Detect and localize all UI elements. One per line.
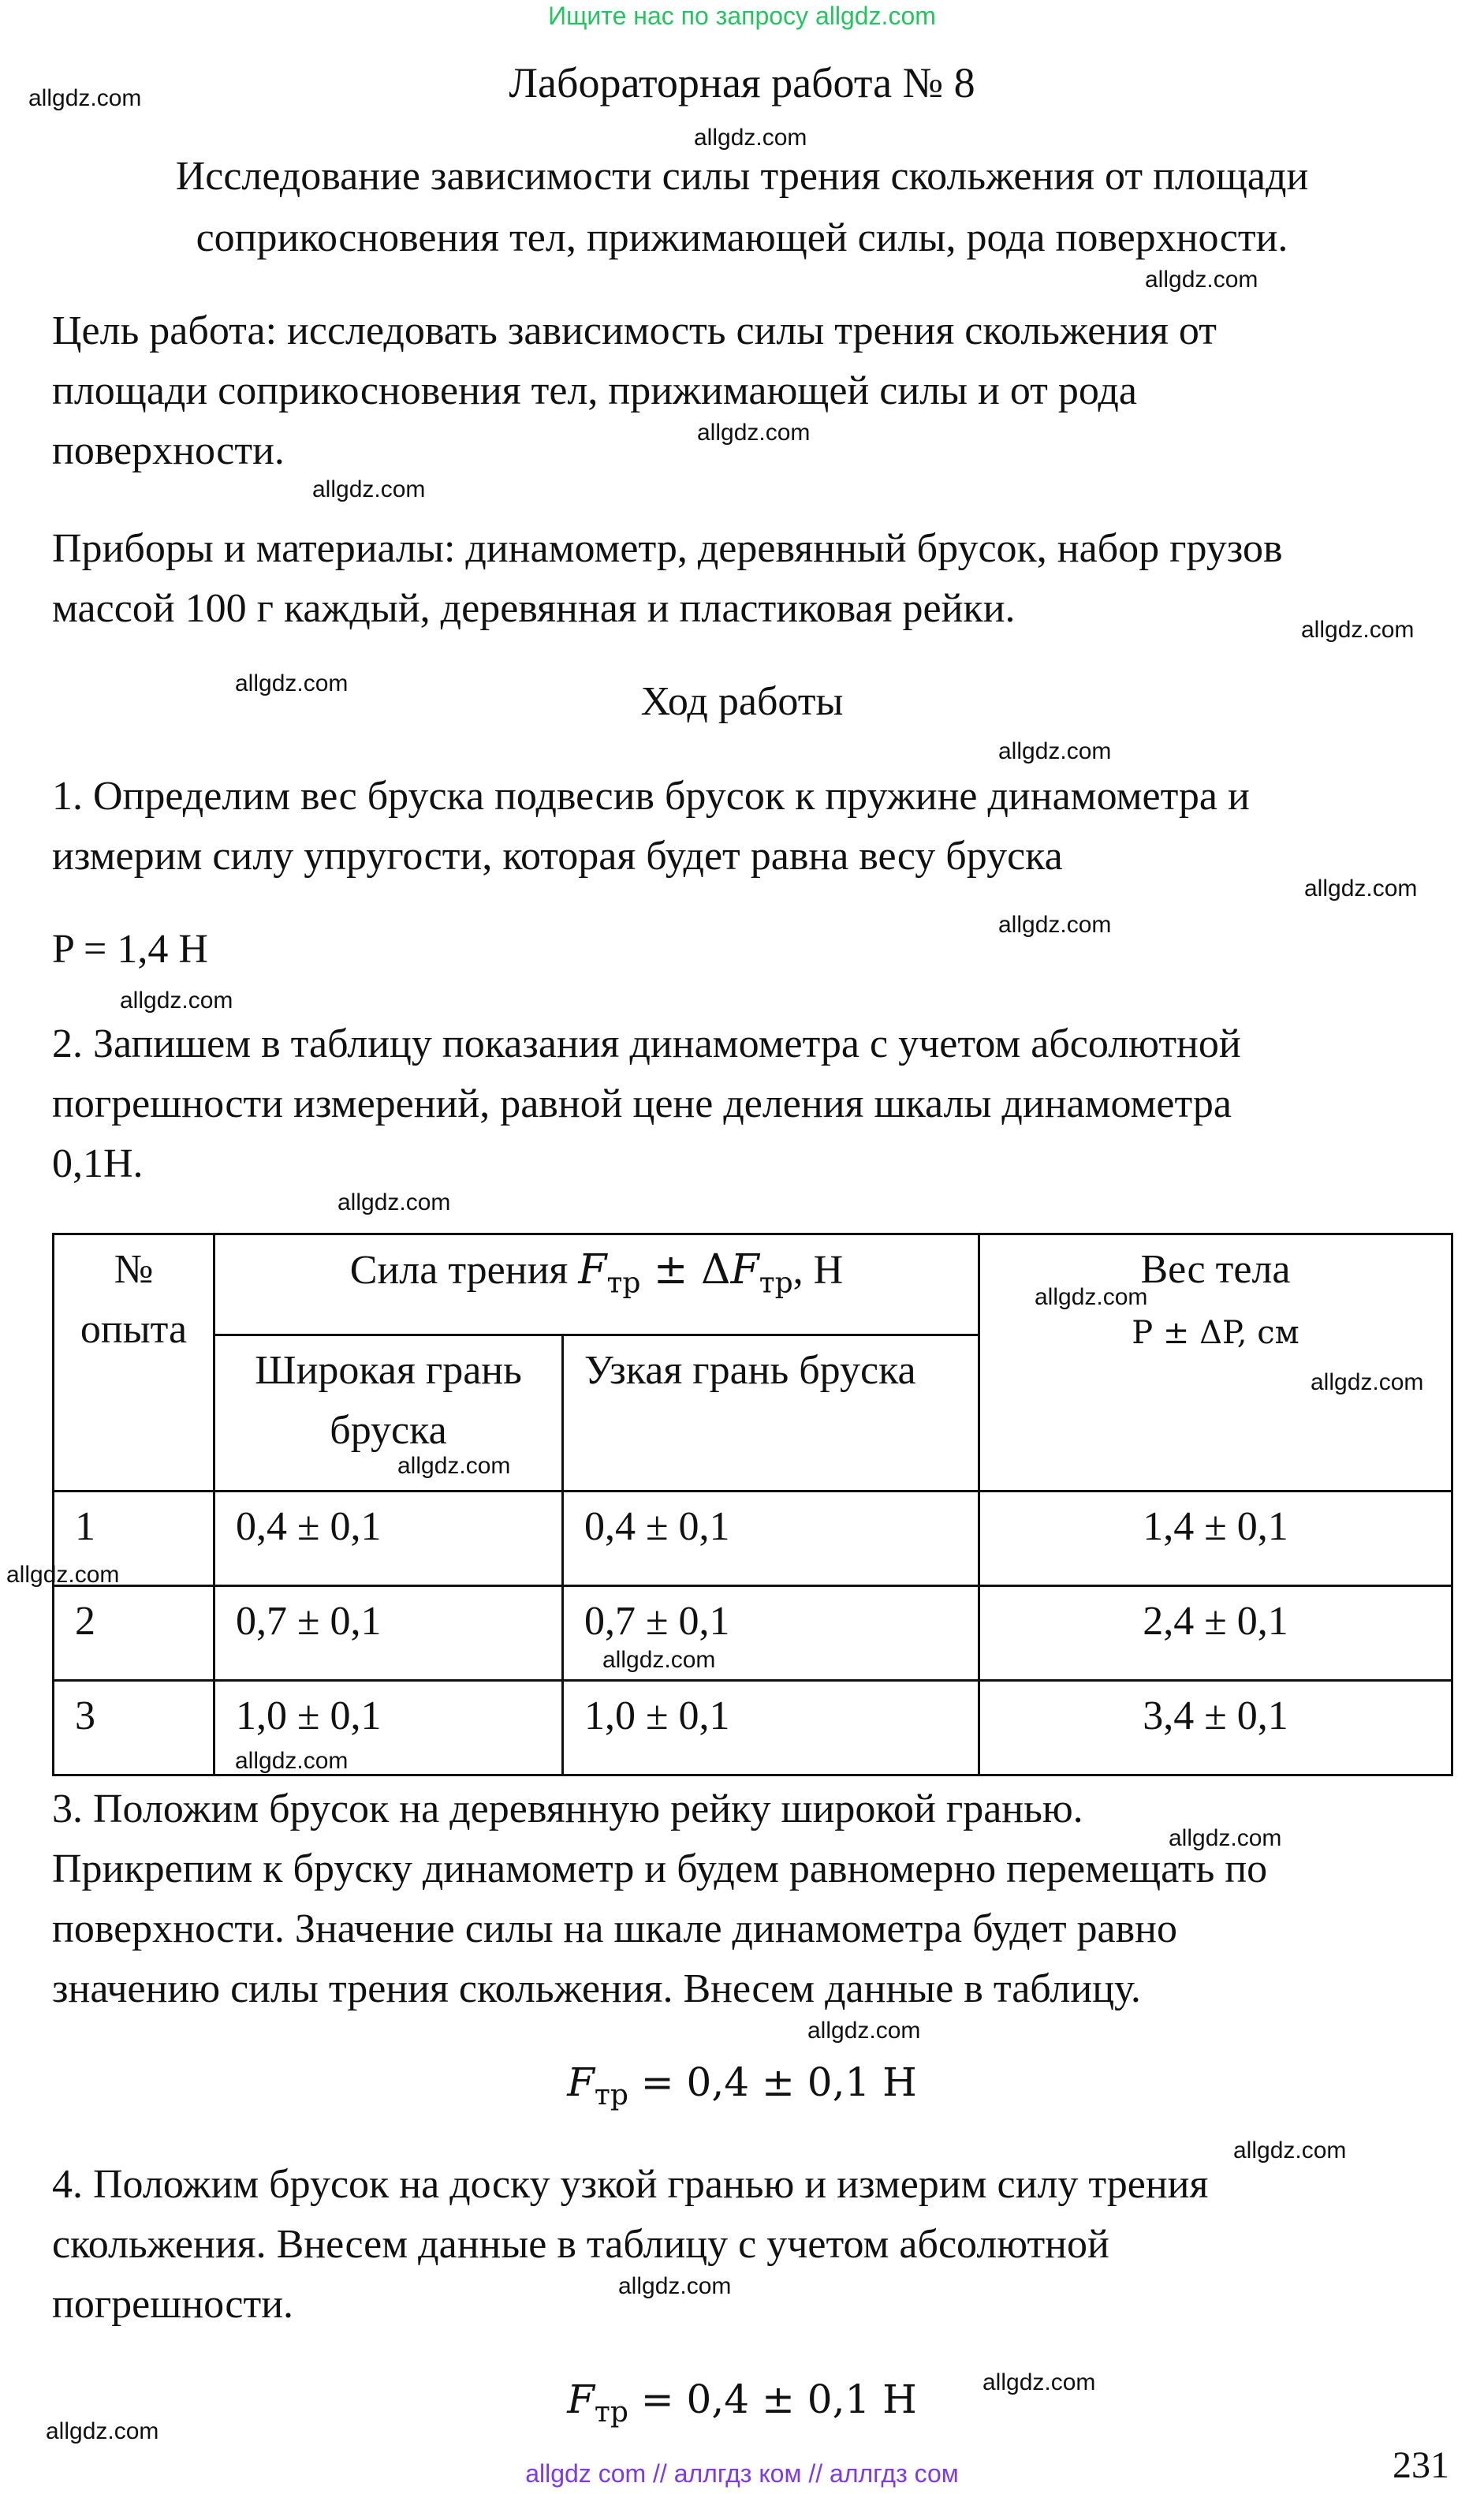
row-weight-value: 3,4 ± 0,1 (1143, 1693, 1288, 1738)
equipment-line-1: Приборы и материалы: динамометр, деревянный брусок, набор грузов (52, 526, 1283, 571)
step4-line-1: 4. Положим брусок на доску узкой гранью и измерим силу трения (52, 2162, 1209, 2207)
equipment-line-2: массой 100 г каждый, деревянная и пластиковая рейки. (52, 586, 1016, 631)
watermark: allgdz.com (1311, 1369, 1424, 1395)
row-wide-value: 0,4 ± 0,1 (236, 1504, 382, 1549)
formula-value: = 0,4 ± 0,1 Н (628, 2376, 917, 2422)
subtitle-line-1: Исследование зависимости силы трения скольжения от площади (175, 154, 1309, 199)
row-weight-value: 2,4 ± 0,1 (1143, 1599, 1288, 1644)
friction-label: Сила трения (349, 1248, 579, 1293)
page-title: Лабораторная работа № 8 (509, 59, 975, 106)
row-narrow-value: 0,4 ± 0,1 (584, 1504, 730, 1549)
narrow-face-label: Узкая грань бруска (584, 1348, 916, 1393)
watermark: allgdz.com (694, 125, 807, 151)
step1-result: P = 1,4 Н (52, 927, 208, 972)
step4-line-2: скольжения. Внесем данные в таблицу с учетом абсолютной (52, 2222, 1109, 2267)
watermark: allgdz.com (1233, 2137, 1347, 2164)
wide-face-line-2: бруска (330, 1408, 447, 1453)
step2-line-2: погрешности измерений, равной цене деления шкалы динамометра (52, 1081, 1232, 1126)
header-experiment-number (54, 1234, 214, 1492)
table-row (54, 1492, 1452, 1586)
step4-line-3: погрешности. (52, 2282, 294, 2327)
wide-face-line-1: Широкая грань (255, 1348, 522, 1393)
watermark: allgdz.com (998, 738, 1112, 764)
watermark: allgdz.com (618, 2273, 732, 2299)
row-wide-value: 0,7 ± 0,1 (236, 1599, 382, 1644)
friction-plus-minus: ± Δ (640, 1246, 731, 1294)
header-body-weight (979, 1234, 1452, 1492)
weight-title: Вес тела (1140, 1247, 1291, 1292)
page-number: 231 (1393, 2444, 1449, 2486)
goal-line-3: поверхности. (52, 428, 285, 473)
goal-line-2: площади соприкосновения тел, прижимающей силы и от рода (52, 368, 1137, 413)
friction-subscript-2: тр (759, 1267, 793, 1300)
watermark: allgdz.com (1304, 876, 1418, 902)
watermark: allgdz.com (697, 420, 811, 446)
formula-subscript: тр (594, 2079, 628, 2111)
watermark: allgdz.com (1035, 1284, 1148, 1310)
watermark: allgdz.com (28, 85, 142, 111)
row-number: 2 (75, 1599, 95, 1644)
step2-line-3: 0,1Н. (52, 1141, 144, 1186)
watermark: allgdz.com (397, 1453, 511, 1479)
header-friction-force (214, 1234, 979, 1335)
watermark: allgdz.com (998, 912, 1112, 938)
row-number: 3 (75, 1693, 95, 1738)
step1-line-2: измерим силу упругости, которая будет равна весу бруска (52, 834, 1063, 879)
friction-unit: , Н (792, 1248, 844, 1293)
header-banner[interactable]: Ищите нас по запросу allgdz.com (548, 2, 936, 30)
watermark: allgdz.com (807, 2018, 921, 2044)
formula-f: F (567, 2059, 595, 2105)
watermark: allgdz.com (1169, 1825, 1282, 1851)
watermark: allgdz.com (235, 1748, 349, 1774)
formula-friction-1 (0, 2052, 1484, 2126)
formula-friction-2 (0, 2369, 1484, 2443)
row-narrow-value: 0,7 ± 0,1 (584, 1599, 730, 1644)
friction-subscript: тр (606, 1267, 641, 1300)
watermark: allgdz.com (312, 476, 426, 502)
watermark: allgdz.com (1145, 267, 1258, 293)
row-number: 1 (75, 1504, 95, 1549)
weight-formula: P ± ΔP, см (1132, 1315, 1299, 1351)
table-row (54, 1586, 1452, 1681)
step2-line-1: 2. Запишем в таблицу показания динамометра с учетом абсолютной (52, 1021, 1241, 1066)
step1-line-1: 1. Определим вес бруска подвесив брусок к пружине динамометра и (52, 774, 1250, 819)
row-weight-value: 1,4 ± 0,1 (1143, 1504, 1288, 1549)
row-wide-value: 1,0 ± 0,1 (236, 1693, 382, 1738)
friction-symbol-f: F (578, 1246, 607, 1294)
subtitle-line-2: соприкосновения тел, прижимающей силы, рода поверхности. (196, 215, 1288, 260)
header-narrow-face (563, 1335, 979, 1492)
watermark: allgdz.com (46, 2418, 159, 2444)
step3-line-4: значению силы трения скольжения. Внесем данные в таблицу. (52, 1966, 1141, 2011)
footer-links[interactable]: allgdz com // аллгдз ком // аллгдз сом (525, 2459, 959, 2488)
step3-line-2: Прикрепим к бруску динамометр и будем равномерно перемещать по (52, 1846, 1268, 1891)
formula-value: = 0,4 ± 0,1 Н (628, 2059, 917, 2105)
watermark: allgdz.com (6, 1562, 120, 1588)
row-narrow-value: 1,0 ± 0,1 (584, 1693, 730, 1738)
step3-line-1: 3. Положим брусок на деревянную рейку широкой гранью. (52, 1786, 1083, 1831)
step3-line-3: поверхности. Значение силы на шкале динамометра будет равно (52, 1906, 1178, 1951)
procedure-heading: Ход работы (640, 679, 844, 724)
watermark: allgdz.com (120, 988, 233, 1014)
measurement-table (52, 1233, 1453, 1776)
watermark: allgdz.com (337, 1189, 451, 1215)
friction-symbol-f2: F (730, 1246, 759, 1294)
goal-line-1: Цель работа: исследовать зависимость силы трения скольжения от (52, 308, 1217, 353)
formula-subscript: тр (594, 2396, 628, 2429)
watermark: allgdz.com (982, 2369, 1096, 2395)
watermark: allgdz.com (602, 1647, 716, 1673)
header-num-symbol: № (114, 1247, 154, 1292)
formula-f: F (567, 2376, 595, 2422)
watermark: allgdz.com (235, 670, 349, 696)
watermark: allgdz.com (1301, 617, 1415, 643)
header-num-label: опыта (80, 1307, 188, 1352)
